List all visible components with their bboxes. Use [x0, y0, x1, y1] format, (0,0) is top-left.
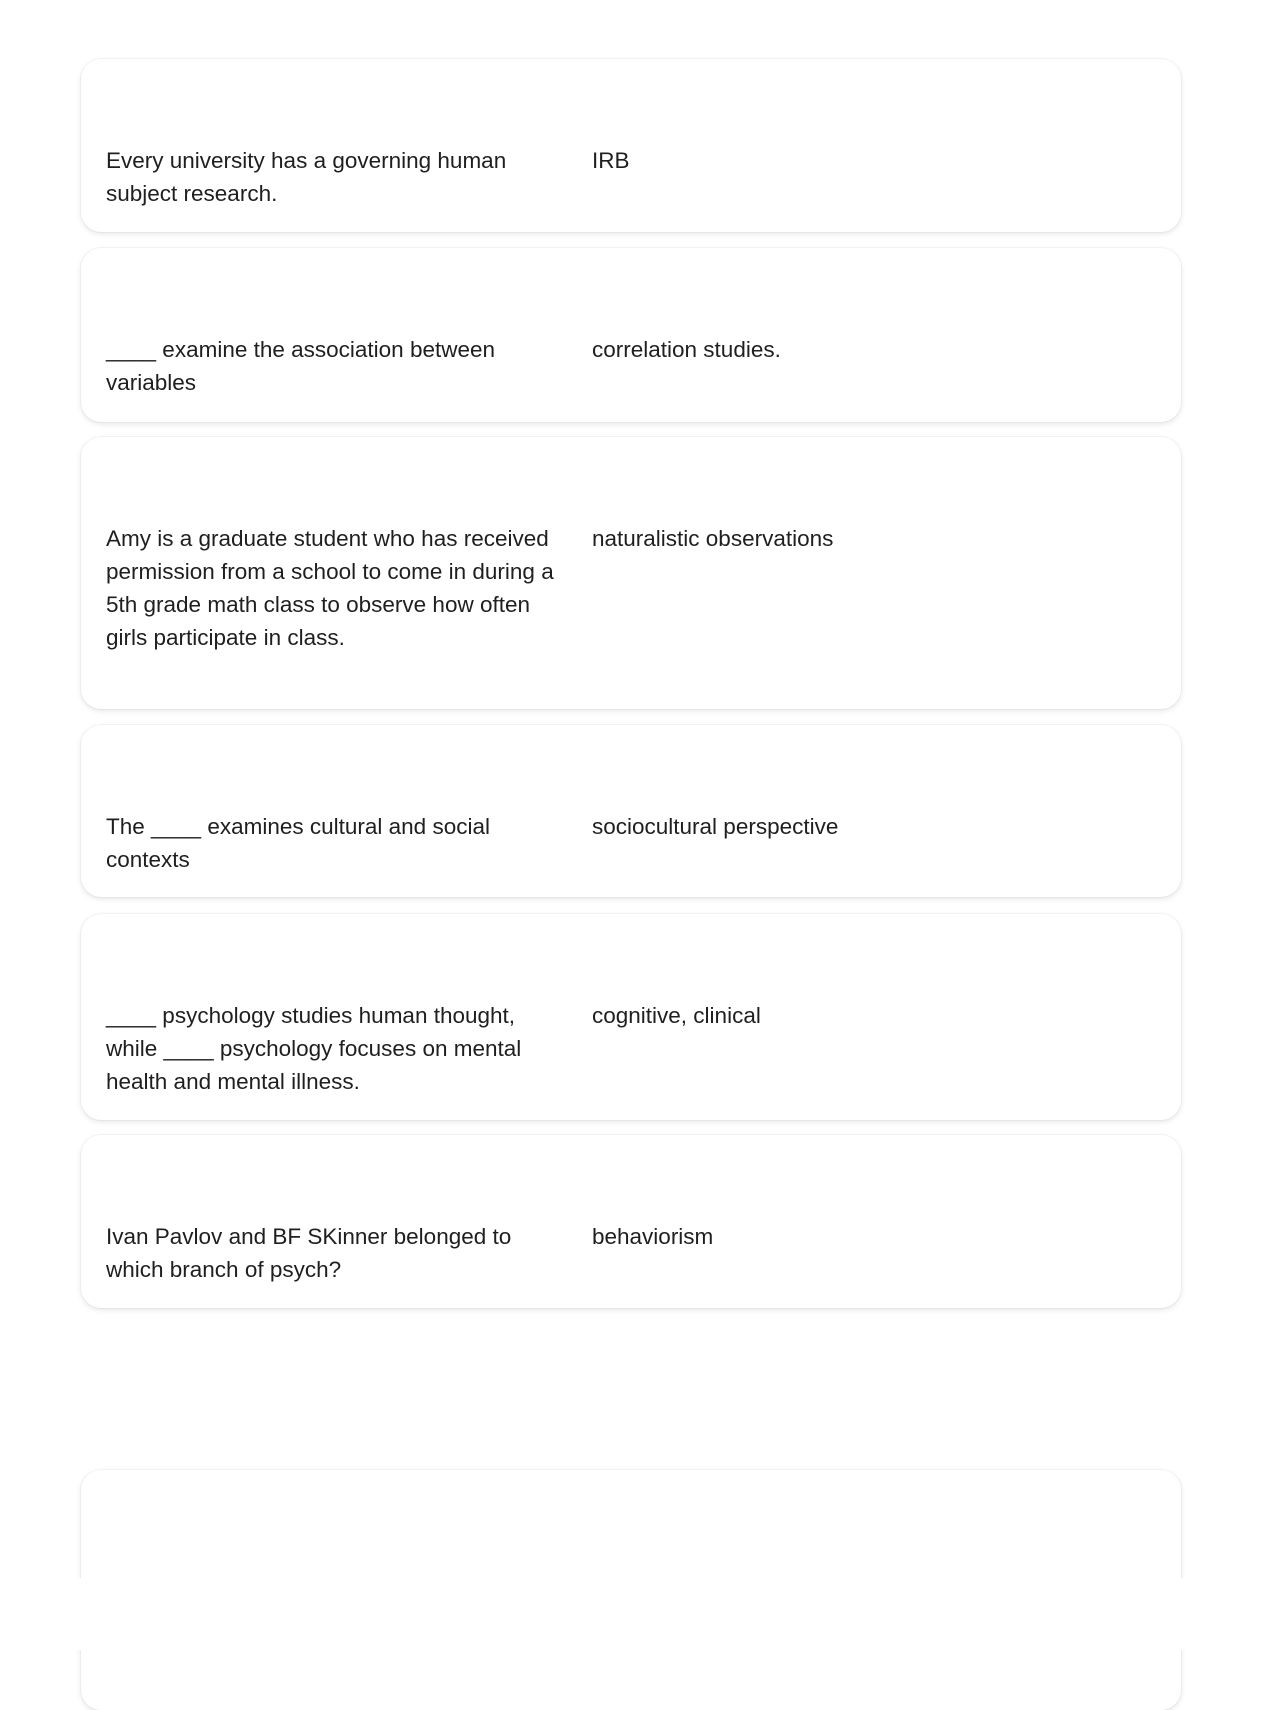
card-term: ____ psychology studies human thought, while ____ psychology focuses on mental health and mental illness.: [106, 1003, 528, 1094]
card-definition: behaviorism: [592, 1224, 714, 1249]
card-term: Amy is a graduate student who has received permission from a school to come in during a 5th grade math class to observe how often girls participate in class.: [106, 526, 560, 650]
card-definition: cognitive, clinical: [592, 1003, 761, 1028]
card-term: Ivan Pavlov and BF SKinner belonged to which branch of psych?: [106, 1224, 518, 1282]
flashcard: [81, 59, 1181, 232]
flashcard: [81, 1135, 1181, 1308]
card-definition: IRB: [592, 148, 630, 173]
card-definition: correlation studies.: [592, 337, 781, 362]
flashcard: [81, 248, 1181, 422]
card-term: The ____ examines cultural and social contexts: [106, 814, 497, 872]
flashcard: [81, 725, 1181, 897]
flashcard: [81, 437, 1181, 709]
page-bottom-margin: [0, 1578, 1275, 1650]
card-term: Every university has a governing human subject research.: [106, 148, 513, 206]
card-definition: naturalistic observations: [592, 526, 834, 551]
flashcard: [81, 914, 1181, 1120]
card-term: ____ examine the association between variables: [106, 337, 502, 395]
card-definition: sociocultural perspective: [592, 814, 839, 839]
